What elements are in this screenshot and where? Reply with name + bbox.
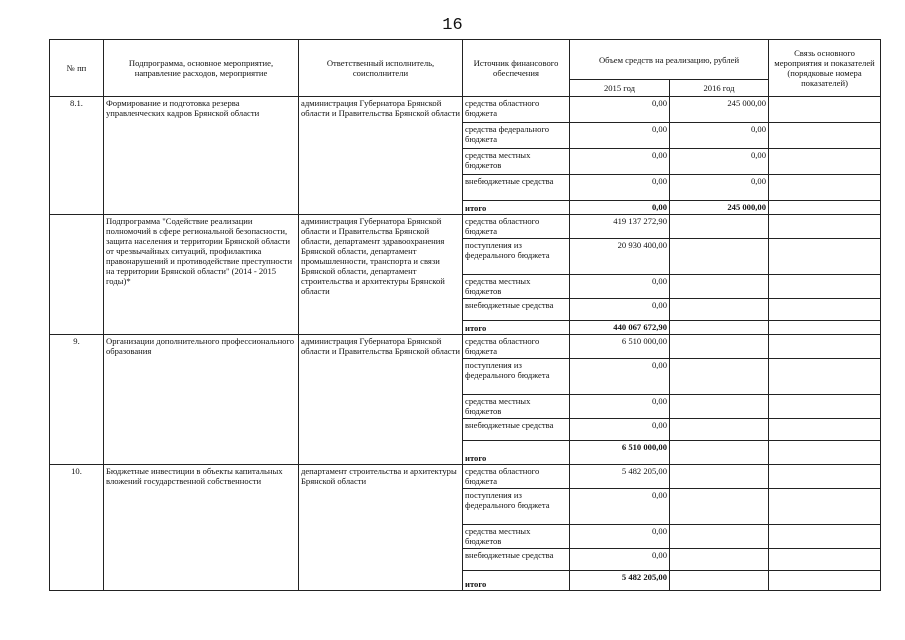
indicator-link bbox=[769, 359, 881, 395]
funding-source: средства областного бюджета bbox=[463, 97, 570, 123]
funding-source: средства местных бюджетов bbox=[463, 275, 570, 299]
activity-name: Подпрограмма "Содействие реализации полномочий в сфере региональной безопасности, защита населения и территории Брянской области от чрезвычайных ситуаций, профилактика правонарушений и противодействие преступности на территории Брянской области" (2014 - 2015 годы)* bbox=[104, 215, 299, 335]
funding-source: средства местных бюджетов bbox=[463, 395, 570, 419]
header-num: № пп bbox=[50, 40, 104, 97]
row-number bbox=[50, 215, 104, 335]
amount-2016: 0,00 bbox=[670, 149, 769, 175]
amount-2015: 419 137 272,90 bbox=[570, 215, 670, 239]
indicator-link bbox=[769, 97, 881, 123]
page-number: 16 bbox=[442, 16, 463, 35]
amount-2015: 0,00 bbox=[570, 549, 670, 571]
header-executor: Ответственный исполнитель, соисполнители bbox=[299, 40, 463, 97]
amount-2016 bbox=[670, 395, 769, 419]
table-row bbox=[50, 335, 881, 359]
funding-source: поступления из федерального бюджета bbox=[463, 359, 570, 395]
header-volume: Объем средств на реализацию, рублей bbox=[570, 40, 769, 80]
amount-2016: 0,00 bbox=[670, 175, 769, 201]
row-number: 9. bbox=[50, 335, 104, 465]
funding-source: внебюджетные средства bbox=[463, 549, 570, 571]
table-row bbox=[50, 465, 881, 489]
header-source: Источник финансового обеспечения bbox=[463, 40, 570, 97]
amount-2016 bbox=[670, 571, 769, 591]
amount-2015: 0,00 bbox=[570, 97, 670, 123]
indicator-link bbox=[769, 441, 881, 465]
amount-2015: 20 930 400,00 bbox=[570, 239, 670, 275]
header-link: Связь основного мероприятия и показателей (порядковые номера показателей) bbox=[769, 40, 881, 97]
funding-source: итого bbox=[463, 571, 570, 591]
amount-2015: 0,00 bbox=[570, 201, 670, 215]
amount-2016 bbox=[670, 441, 769, 465]
funding-source: средства федерального бюджета bbox=[463, 123, 570, 149]
indicator-link bbox=[769, 123, 881, 149]
indicator-link bbox=[769, 239, 881, 275]
amount-2015: 6 510 000,00 bbox=[570, 335, 670, 359]
amount-2015: 5 482 205,00 bbox=[570, 465, 670, 489]
amount-2016: 245 000,00 bbox=[670, 201, 769, 215]
indicator-link bbox=[769, 525, 881, 549]
amount-2016: 245 000,00 bbox=[670, 97, 769, 123]
funding-source: средства местных бюджетов bbox=[463, 149, 570, 175]
amount-2015: 0,00 bbox=[570, 275, 670, 299]
amount-2015: 0,00 bbox=[570, 149, 670, 175]
indicator-link bbox=[769, 395, 881, 419]
indicator-link bbox=[769, 489, 881, 525]
indicator-link bbox=[769, 549, 881, 571]
funding-source: итого bbox=[463, 201, 570, 215]
indicator-link bbox=[769, 465, 881, 489]
indicator-link bbox=[769, 175, 881, 201]
indicator-link bbox=[769, 149, 881, 175]
amount-2016 bbox=[670, 525, 769, 549]
amount-2015: 0,00 bbox=[570, 419, 670, 441]
amount-2016 bbox=[670, 299, 769, 321]
amount-2015: 5 482 205,00 bbox=[570, 571, 670, 591]
header-year-2015: 2015 год bbox=[570, 80, 670, 97]
table-body bbox=[50, 97, 881, 591]
executor: департамент строительства и архитектуры Брянской области bbox=[299, 465, 463, 591]
row-number: 8.1. bbox=[50, 97, 104, 215]
amount-2015: 440 067 672,90 bbox=[570, 321, 670, 335]
amount-2016 bbox=[670, 239, 769, 275]
row-number: 10. bbox=[50, 465, 104, 591]
executor: администрация Губернатора Брянской области и Правительства Брянской области bbox=[299, 335, 463, 465]
amount-2016 bbox=[670, 359, 769, 395]
indicator-link bbox=[769, 571, 881, 591]
funding-source: внебюджетные средства bbox=[463, 175, 570, 201]
amount-2016 bbox=[670, 215, 769, 239]
amount-2015: 0,00 bbox=[570, 359, 670, 395]
amount-2016 bbox=[670, 275, 769, 299]
amount-2016 bbox=[670, 465, 769, 489]
amount-2016 bbox=[670, 335, 769, 359]
funding-source: внебюджетные средства bbox=[463, 419, 570, 441]
indicator-link bbox=[769, 275, 881, 299]
indicator-link bbox=[769, 419, 881, 441]
amount-2015: 0,00 bbox=[570, 395, 670, 419]
header-subprogram: Подпрограмма, основное мероприятие, направление расходов, мероприятие bbox=[104, 40, 299, 97]
amount-2016 bbox=[670, 321, 769, 335]
amount-2016 bbox=[670, 489, 769, 525]
funding-source: средства областного бюджета bbox=[463, 465, 570, 489]
funding-source: средства областного бюджета bbox=[463, 215, 570, 239]
table-row bbox=[50, 215, 881, 239]
amount-2016 bbox=[670, 549, 769, 571]
executor: администрация Губернатора Брянской области и Правительства Брянской области bbox=[299, 97, 463, 215]
funding-source: внебюджетные средства bbox=[463, 299, 570, 321]
activity-name: Формирование и подготовка резерва управленческих кадров Брянской области bbox=[104, 97, 299, 215]
amount-2016 bbox=[670, 419, 769, 441]
indicator-link bbox=[769, 201, 881, 215]
funding-source: средства областного бюджета bbox=[463, 335, 570, 359]
indicator-link bbox=[769, 335, 881, 359]
amount-2015: 6 510 000,00 bbox=[570, 441, 670, 465]
indicator-link bbox=[769, 321, 881, 335]
executor: администрация Губернатора Брянской области и Правительства Брянской области, департамент здравоохранения Брянской области, департамент промышленности, транспорта и связи Брянской области, департамент строительства и архитектуры Брянской области bbox=[299, 215, 463, 335]
amount-2015: 0,00 bbox=[570, 175, 670, 201]
header-year-2016: 2016 год bbox=[670, 80, 769, 97]
funding-source: итого bbox=[463, 441, 570, 465]
funding-source: поступления из федерального бюджета bbox=[463, 239, 570, 275]
funding-source: средства местных бюджетов bbox=[463, 525, 570, 549]
amount-2015: 0,00 bbox=[570, 299, 670, 321]
activity-name: Организации дополнительного профессионального образования bbox=[104, 335, 299, 465]
amount-2015: 0,00 bbox=[570, 489, 670, 525]
amount-2016: 0,00 bbox=[670, 123, 769, 149]
indicator-link bbox=[769, 299, 881, 321]
amount-2015: 0,00 bbox=[570, 525, 670, 549]
indicator-link bbox=[769, 215, 881, 239]
activity-name: Бюджетные инвестиции в объекты капитальных вложений государственной собственности bbox=[104, 465, 299, 591]
funding-source: поступления из федерального бюджета bbox=[463, 489, 570, 525]
amount-2015: 0,00 bbox=[570, 123, 670, 149]
table-row bbox=[50, 97, 881, 123]
funding-source: итого bbox=[463, 321, 570, 335]
budget-table bbox=[49, 39, 881, 591]
